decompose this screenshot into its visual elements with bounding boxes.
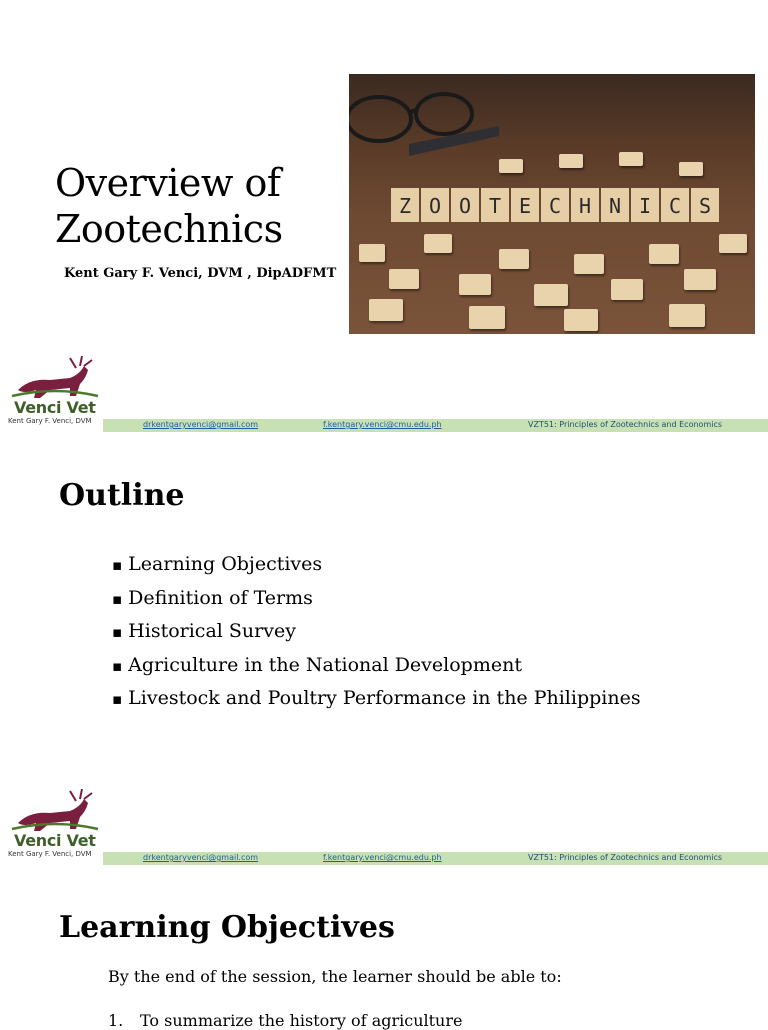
title-line-1: Overview of	[55, 161, 281, 205]
contact-bar	[103, 852, 768, 865]
outline-item: ▪ Historical Survey	[112, 615, 641, 649]
course-label: VZT51: Principles of Zootechnics and Economics	[528, 420, 723, 429]
glasses-icon	[349, 74, 509, 164]
presentation-title	[55, 160, 283, 252]
svg-text:O: O	[428, 194, 442, 218]
outline-item: ▪ Learning Objectives	[112, 548, 641, 582]
course-label: VZT51: Principles of Zootechnics and Economics	[528, 853, 723, 862]
deer-logo-icon	[10, 789, 100, 833]
svg-text:N: N	[608, 194, 622, 218]
svg-text:E: E	[518, 194, 532, 218]
logo-subtitle: Kent Gary F. Venci, DVM	[8, 417, 92, 425]
objectives-heading: Learning Objectives	[59, 910, 395, 945]
learning-objectives-slide	[0, 870, 768, 1030]
svg-text:Z: Z	[398, 194, 412, 218]
venci-vet-logo	[4, 356, 104, 436]
svg-text:C: C	[668, 194, 682, 218]
svg-text:I: I	[638, 194, 652, 218]
svg-text:C: C	[548, 194, 562, 218]
objective-text: To summarize the history of agriculture	[140, 1011, 463, 1030]
zootechnics-tiles-photo	[349, 74, 755, 334]
objective-number: 1.	[108, 1011, 124, 1030]
slide-footer	[0, 356, 768, 436]
objectives-intro: By the end of the session, the learner should be able to:	[108, 967, 562, 986]
outline-item: ▪ Agriculture in the National Development	[112, 649, 641, 683]
objective-item	[108, 1011, 462, 1030]
outline-slide	[0, 436, 768, 870]
svg-text:T: T	[488, 194, 502, 218]
outline-item: ▪ Livestock and Poultry Performance in the Philippines	[112, 682, 641, 716]
email-link-gmail[interactable]: drkentgaryvenci@gmail.com	[143, 420, 259, 429]
venci-vet-logo	[4, 789, 104, 869]
outline-list	[112, 548, 641, 716]
svg-text:O: O	[458, 194, 472, 218]
word-tiles	[349, 182, 755, 242]
email-link-cmu[interactable]: f.kentgary.venci@cmu.edu.ph	[323, 853, 442, 862]
svg-text:H: H	[578, 194, 592, 218]
logo-text: Venci Vet	[14, 398, 96, 417]
email-link-cmu[interactable]: f.kentgary.venci@cmu.edu.ph	[323, 420, 442, 429]
email-link-gmail[interactable]: drkentgaryvenci@gmail.com	[143, 853, 259, 862]
title-line-2: Zootechnics	[55, 207, 283, 251]
title-slide	[0, 0, 768, 436]
deer-logo-icon	[10, 356, 100, 400]
outline-heading: Outline	[59, 478, 185, 513]
contact-bar	[103, 419, 768, 432]
logo-subtitle: Kent Gary F. Venci, DVM	[8, 850, 92, 858]
logo-text: Venci Vet	[14, 831, 96, 850]
outline-item: ▪ Definition of Terms	[112, 582, 641, 616]
svg-text:S: S	[698, 194, 712, 218]
slide-footer	[0, 789, 768, 869]
author-name: Kent Gary F. Venci, DVM , DipADFMT	[64, 266, 337, 281]
